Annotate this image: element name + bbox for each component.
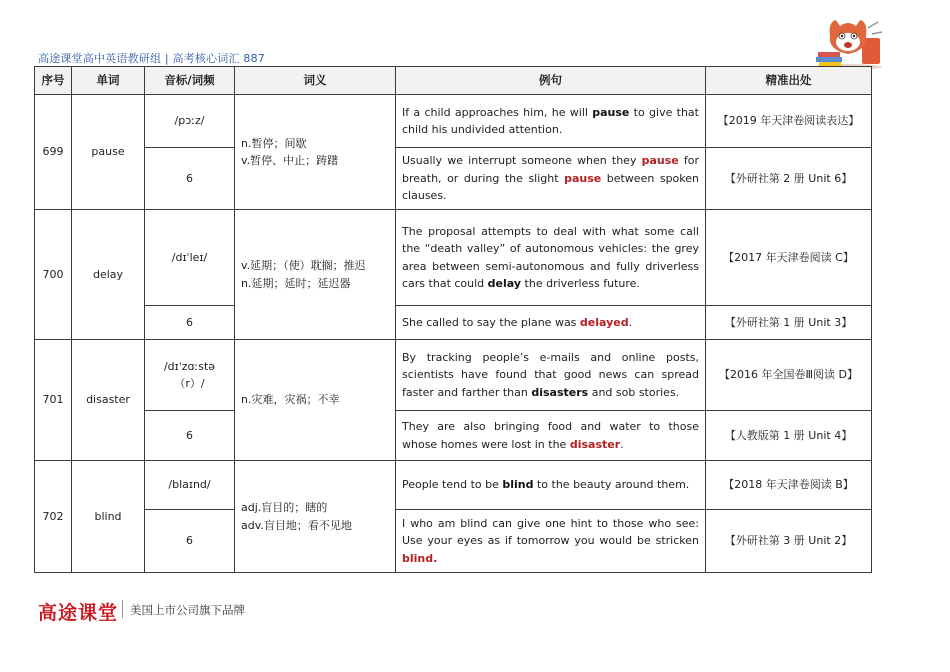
example-sentence: They are also bringing food and water to those whose homes were lost in the disaster.	[396, 411, 706, 461]
example-source: 【2016 年全国卷Ⅲ阅读 D】	[706, 340, 872, 411]
entry-word: pause	[72, 95, 145, 210]
mascot-illustration	[812, 14, 884, 70]
example-sentence: I who am blind can give one hint to those who see: Use your eyes as if tomorrow you would be stricken blind.	[396, 510, 706, 573]
table-header-row	[35, 67, 872, 95]
meaning-line: adj.盲目的；瞎的	[241, 501, 328, 514]
entry-meaning	[235, 461, 396, 573]
highlighted-word: pause	[592, 105, 630, 119]
entry-meaning	[235, 210, 396, 340]
highlighted-word: delay	[487, 277, 522, 290]
entry-num: 701	[35, 340, 72, 461]
entry-phonetic: /dɪˈleɪ/	[145, 210, 235, 306]
example-sentence: By tracking people’s e-mails and online posts, scientists have found that good news can spread faster and farther than disasters and sob stories.	[396, 340, 706, 411]
table-row	[35, 210, 872, 306]
table-row	[35, 510, 872, 573]
highlighted-word: blind.	[402, 551, 438, 565]
entry-meaning	[235, 95, 396, 210]
entry-phonetic: /pɔːz/	[145, 95, 235, 148]
example-sentence: The proposal attempts to deal with what some call the “death valley” of autonomous vehicles: the grey area between semi-autonomous and fully driverless cars that could delay the driverless future.	[396, 210, 706, 306]
header-num: 序号	[35, 67, 72, 95]
header-source: 精准出处	[706, 67, 872, 95]
highlighted-word: blind	[502, 478, 534, 492]
entry-num: 700	[35, 210, 72, 340]
example-source: 【外研社第 1 册 Unit 3】	[706, 306, 872, 340]
entry-frequency: 6	[145, 411, 235, 461]
table-row	[35, 461, 872, 510]
meaning-line: v.暂停、中止；踌躇	[241, 154, 339, 167]
brand-tagline: 美国上市公司旗下品牌	[130, 603, 245, 617]
table-row	[35, 411, 872, 461]
entry-phonetic: /blaɪnd/	[145, 461, 235, 510]
meaning-line: n.灾难，灾祸；不幸	[241, 393, 340, 407]
header-word: 单词	[72, 67, 145, 95]
meaning-line: n.延期；延时；延迟器	[241, 276, 351, 290]
meaning-line: v.延期；（使）耽搁；推迟	[241, 259, 366, 272]
brand-logo: 高途课堂	[38, 602, 119, 624]
example-source: 【人教版第 1 册 Unit 4】	[706, 411, 872, 461]
example-source: 【外研社第 2 册 Unit 6】	[706, 148, 872, 210]
entry-word: blind	[72, 461, 145, 573]
header-meaning: 词义	[235, 67, 396, 95]
example-source: 【2019 年天津卷阅读表达】	[706, 95, 872, 148]
table-row	[35, 148, 872, 210]
footer-divider	[122, 600, 123, 618]
example-source: 【2017 年天津卷阅读 C】	[706, 210, 872, 306]
entry-meaning	[235, 340, 396, 461]
example-sentence: If a child approaches him, he will pause to give that child his undivided attention.	[396, 95, 706, 148]
highlighted-word: pause	[641, 154, 679, 168]
highlighted-word: disasters	[531, 385, 589, 399]
table-row	[35, 340, 872, 411]
table-row	[35, 306, 872, 340]
example-sentence: Usually we interrupt someone when they pause for breath, or during the slight pause between spoken clauses.	[396, 148, 706, 210]
entry-num: 699	[35, 95, 72, 210]
entry-frequency: 6	[145, 148, 235, 210]
entry-word: disaster	[72, 340, 145, 461]
table-row	[35, 95, 872, 148]
example-source: 【外研社第 3 册 Unit 2】	[706, 510, 872, 573]
page-header: 高途课堂高中英语教研组 | 高考核心词汇 887	[38, 52, 265, 65]
vocabulary-table	[34, 66, 872, 573]
example-sentence: People tend to be blind to the beauty around them.	[396, 461, 706, 510]
highlighted-word: delayed	[579, 315, 629, 329]
header-phonetic-freq: 音标/词频	[145, 67, 235, 95]
entry-phonetic: /dɪˈzɑːstə（r）/	[145, 340, 235, 411]
entry-frequency: 6	[145, 306, 235, 340]
entry-num: 702	[35, 461, 72, 573]
entry-word: delay	[72, 210, 145, 340]
example-source: 【2018 年天津卷阅读 B】	[706, 461, 872, 510]
entry-frequency: 6	[145, 510, 235, 573]
highlighted-word: pause	[564, 171, 602, 185]
meaning-line: n.暂停；间歇	[241, 136, 307, 150]
header-example: 例句	[396, 67, 706, 95]
example-sentence: She called to say the plane was delayed.	[396, 306, 706, 340]
highlighted-word: disaster	[569, 437, 621, 451]
meaning-line: adv.盲目地；看不见地	[241, 518, 352, 532]
